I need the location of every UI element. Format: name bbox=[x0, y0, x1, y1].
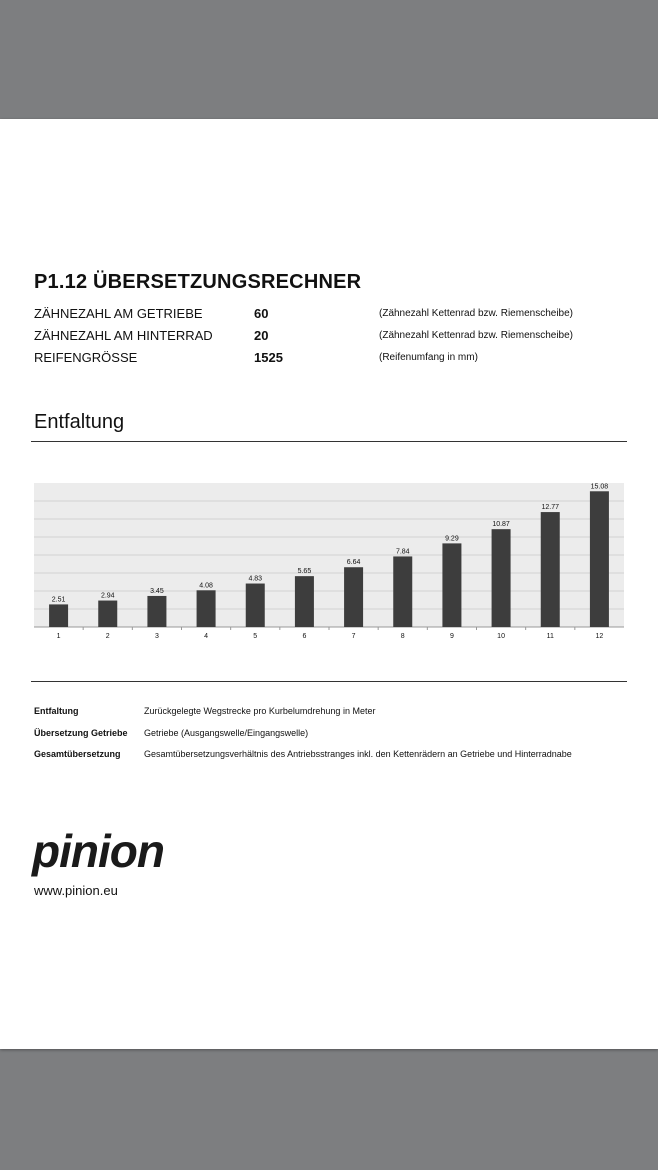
document-page bbox=[0, 119, 658, 1049]
bar-2 bbox=[98, 601, 117, 627]
data-label-5: 4.83 bbox=[248, 575, 263, 583]
data-label-10: 10.87 bbox=[492, 521, 510, 529]
data-label-7: 6.64 bbox=[346, 559, 361, 567]
param-value: 60 bbox=[254, 306, 269, 321]
bar-4 bbox=[197, 590, 216, 627]
x-tick-label-4: 4 bbox=[204, 633, 209, 640]
param-label: ZÄHNEZAHL AM GETRIEBE bbox=[34, 306, 203, 321]
legend-definition: Zurückgelegte Wegstrecke pro Kurbelumdrehung in Meter bbox=[144, 706, 376, 716]
legend-term: Entfaltung bbox=[34, 706, 79, 716]
pinion-logo bbox=[30, 829, 200, 884]
param-note: (Zähnezahl Kettenrad bzw. Riemenscheibe) bbox=[379, 330, 573, 341]
data-label-3: 3.45 bbox=[150, 587, 164, 595]
param-value: 1525 bbox=[254, 350, 283, 365]
section-title: Entfaltung bbox=[34, 411, 125, 433]
pinion-logo-mark bbox=[30, 829, 200, 879]
development-chart bbox=[0, 479, 658, 649]
param-label: REIFENGRÖSSE bbox=[34, 350, 138, 365]
x-tick-label-5: 5 bbox=[253, 633, 258, 640]
param-row-tire-size bbox=[34, 350, 634, 370]
bar-10 bbox=[492, 529, 511, 627]
data-label-1: 2.51 bbox=[51, 596, 66, 604]
bar-5 bbox=[246, 584, 265, 627]
legend-term: Gesamtübersetzung bbox=[34, 749, 121, 759]
legend-row-entfaltung bbox=[34, 706, 634, 722]
legend-row-total-ratio bbox=[34, 749, 634, 765]
data-label-9: 9.29 bbox=[445, 535, 459, 543]
bar-7 bbox=[344, 567, 363, 627]
x-tick-label-7: 7 bbox=[351, 633, 356, 640]
chart-svg bbox=[0, 479, 658, 649]
legend-divider bbox=[31, 681, 627, 682]
data-label-2: 2.94 bbox=[100, 592, 115, 600]
x-tick-label-6: 6 bbox=[302, 633, 307, 640]
bar-6 bbox=[295, 576, 314, 627]
data-label-12: 15.08 bbox=[590, 483, 609, 491]
param-label: ZÄHNEZAHL AM HINTERRAD bbox=[34, 328, 213, 343]
legend-row-gear-ratio bbox=[34, 728, 634, 744]
page-title: P1.12 ÜBERSETZUNGSRECHNER bbox=[34, 271, 362, 293]
section-divider bbox=[31, 441, 627, 442]
bar-11 bbox=[541, 512, 560, 627]
legend-term: Übersetzung Getriebe bbox=[34, 728, 128, 738]
param-note: (Reifenumfang in mm) bbox=[379, 352, 478, 363]
x-tick-label-12: 12 bbox=[595, 633, 604, 640]
x-tick-label-11: 11 bbox=[546, 633, 554, 640]
logo-text: pinion bbox=[32, 829, 164, 877]
x-tick-label-8: 8 bbox=[400, 633, 405, 640]
bar-1 bbox=[49, 604, 68, 627]
x-tick-label-2: 2 bbox=[105, 633, 110, 640]
bar-9 bbox=[442, 543, 461, 627]
param-value: 20 bbox=[254, 328, 269, 343]
website-url[interactable]: www.pinion.eu bbox=[34, 883, 118, 898]
param-row-gearbox-teeth bbox=[34, 306, 634, 326]
legend-definition: Gesamtübersetzungsverhältnis des Antriebsstranges inkl. den Kettenrädern an Getriebe und Hinterradnabe bbox=[144, 749, 572, 759]
data-label-6: 5.65 bbox=[297, 568, 312, 576]
x-tick-label-10: 10 bbox=[497, 633, 505, 640]
data-label-11: 12.77 bbox=[541, 504, 560, 512]
data-label-4: 4.08 bbox=[199, 582, 213, 590]
param-note: (Zähnezahl Kettenrad bzw. Riemenscheibe) bbox=[379, 308, 573, 319]
data-label-8: 7.84 bbox=[395, 548, 410, 556]
x-tick-label-9: 9 bbox=[449, 633, 454, 640]
param-row-rear-teeth bbox=[34, 328, 634, 348]
legend-definition: Getriebe (Ausgangswelle/Eingangswelle) bbox=[144, 728, 309, 738]
bar-12 bbox=[590, 491, 609, 627]
bar-3 bbox=[147, 596, 166, 627]
bar-8 bbox=[393, 556, 412, 627]
x-tick-label-1: 1 bbox=[56, 633, 61, 640]
x-tick-label-3: 3 bbox=[154, 633, 159, 640]
